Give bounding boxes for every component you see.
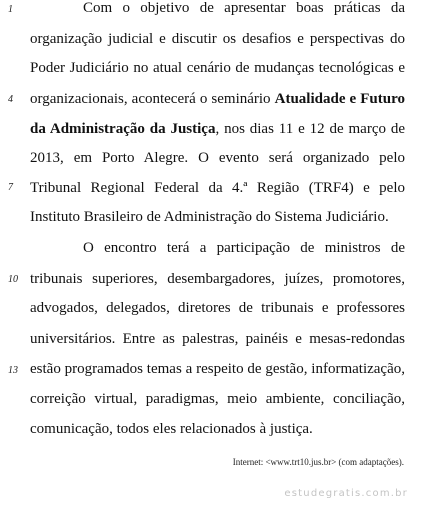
text-line-15: comunicação, todos eles relacionados à justiça. <box>30 421 313 437</box>
text-line-1: Com o objetivo de apresentar boas práticas da <box>83 0 405 16</box>
text-line-3: Poder Judiciário no atual cenário de mudanças tecnológicas e <box>30 60 405 76</box>
watermark: estudegratis.com.br <box>284 488 408 499</box>
seminar-title-part2: da Administração da Justiça <box>30 121 216 137</box>
text-line-11: advogados, delegados, diretores de tribunais e professores <box>30 300 405 316</box>
seminar-title-part1: Atualidade e Futuro <box>274 91 405 107</box>
text-line-9: O encontro terá a participação de ministros de <box>83 240 405 256</box>
text-line-7: Tribunal Regional Federal da 4.ª Região (TRF4) e pelo <box>30 180 405 196</box>
line-number-13: 13 <box>8 365 18 376</box>
text-line-14: correição virtual, paradigmas, meio ambiente, conciliação, <box>30 391 405 407</box>
text-line-8: Instituto Brasileiro de Administração do Sistema Judiciário. <box>30 209 389 225</box>
line-number-10: 10 <box>8 274 18 285</box>
text-line-12: universitários. Entre as palestras, painéis e mesas-redondas <box>30 331 405 347</box>
text-line-4-start: organizacionais, acontecerá o seminário <box>30 91 275 107</box>
text-line-10: tribunais superiores, desembargadores, juízes, promotores, <box>30 271 405 287</box>
text-line-5-end: , nos dias 11 e 12 de março de <box>215 121 405 137</box>
source-citation: Internet: <www.trt10.jus.br> (com adaptações). <box>232 457 404 467</box>
line-number-7: 7 <box>8 182 13 193</box>
line-number-4: 4 <box>8 94 13 105</box>
text-line-13: estão programados temas a respeito de gestão, informatização, <box>30 361 405 377</box>
text-line-2: organização judicial e discutir os desafios e perspectivas do <box>30 31 405 47</box>
line-number-1: 1 <box>8 4 13 15</box>
text-line-5 <box>30 119 405 139</box>
text-line-6: 2013, em Porto Alegre. O evento será organizado pelo <box>30 150 405 166</box>
text-line-4 <box>30 89 405 109</box>
